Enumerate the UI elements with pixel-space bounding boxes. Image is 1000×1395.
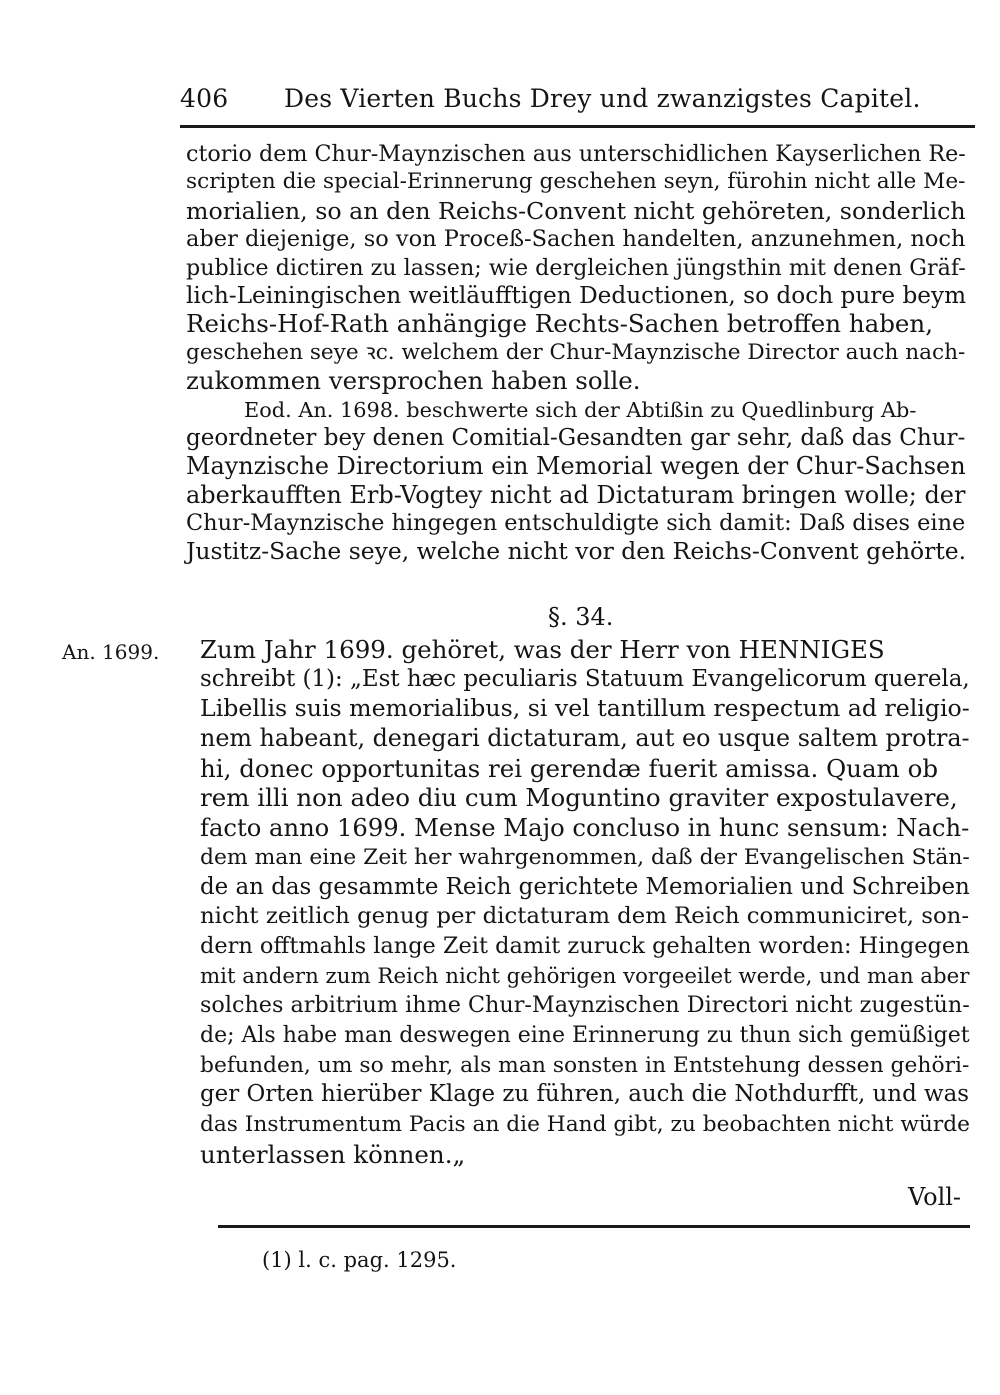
footnote-rule — [218, 1225, 970, 1228]
text-line: Reichs-Hof-Rath anhängige Rechts-Sachen betroffen haben, — [186, 309, 933, 339]
text-line: geordneter bey denen Comitial-Gesandten gar sehr, daß das Chur- — [186, 424, 966, 451]
text-line: morialien, so an den Reichs-Convent nicht gehöreten, sonderlich — [186, 196, 966, 225]
footnote: (1) l. c. pag. 1295. — [262, 1248, 457, 1272]
text-line: hi, donec opportunitas rei gerendæ fuerit amissa. Quam ob — [200, 753, 939, 783]
text-line: Justitz-Sache seye, welche nicht vor den Reichs-Convent gehörte. — [186, 537, 967, 566]
text-line: de an das gesammte Reich gerichtete Memorialien und Schreiben — [200, 873, 970, 900]
text-line: das Instrumentum Pacis an die Hand gibt, zu beobachten nicht würde — [200, 1112, 970, 1137]
page-header — [180, 84, 980, 120]
text-line: nem habeant, denegari dictaturam, aut eo usque saltem protra- — [200, 724, 970, 753]
paragraph-1 — [186, 140, 966, 396]
text-line: Maynzische Directorium ein Memorial wegen der Chur-Sachsen — [186, 452, 966, 481]
text-line: ger Orten hierüber Klage zu führen, auch die Nothdurfft, und was — [200, 1081, 970, 1108]
catchword: Voll- — [908, 1183, 962, 1211]
text-line: Zum Jahr 1699. gehöret, was der Herr von HENNIGES — [200, 635, 885, 664]
text-line: publice dictiren zu lassen; wie dergleichen jüngsthin mit denen Gräf- — [186, 254, 966, 281]
text-line: Eod. An. 1698. beschwerte sich der Abtißin zu Quedlinburg Ab- — [244, 397, 917, 422]
text-line: scripten die special-Erinnerung geschehen seyn, fürohin nicht alle Me- — [186, 169, 966, 195]
main-text-upper — [186, 140, 966, 566]
text-line: aberkaufften Erb-Vogtey nicht ad Dictaturam bringen wolle; der — [186, 480, 966, 509]
text-line: dem man eine Zeit her wahrgenommen, daß der Evangelischen Stän- — [200, 844, 970, 870]
text-line: nicht zeitlich genug per dictaturam dem Reich communiciret, son- — [200, 903, 970, 930]
text-line: aber diejenige, so von Proceß-Sachen handelten, anzunehmen, noch — [186, 226, 966, 253]
header-rule — [180, 125, 975, 128]
page-number: 406 — [180, 84, 229, 113]
text-line: zukommen versprochen haben solle. — [186, 366, 641, 396]
running-head: Des Vierten Buchs Drey und zwanzigstes Capitel. — [284, 84, 921, 113]
text-line: befunden, um so mehr, als man sonsten in Entstehung dessen gehöri- — [200, 1052, 970, 1078]
margin-note: An. 1699. — [62, 640, 160, 664]
text-line: Chur-Maynzische hingegen entschuldigte sich damit: Daß dises eine — [186, 510, 966, 537]
text-line: mit andern zum Reich nicht gehörigen vorgeeilet werde, und man aber — [200, 963, 970, 989]
text-line: Libellis suis memorialibus, si vel tantillum respectum ad religio- — [200, 694, 970, 723]
paragraph-3 — [200, 635, 970, 1169]
text-line: rem illi non adeo diu cum Moguntino graviter expostulavere, — [200, 783, 958, 813]
text-line: lich-Leiningischen weitläufftigen Deductionen, so doch pure beym — [186, 281, 967, 309]
paragraph-2 — [186, 396, 966, 566]
text-line: ctorio dem Chur-Maynzischen aus unterschidlichen Kayserlichen Re- — [186, 141, 966, 167]
text-line: dern offtmahls lange Zeit damit zuruck gehalten worden: Hingegen — [200, 932, 970, 959]
text-line: de; Als habe man deswegen eine Erinnerung zu thun sich gemüßiget — [200, 1022, 970, 1048]
main-text-lower — [200, 635, 970, 1169]
text-line: facto anno 1699. Mense Majo concluso in hunc sensum: Nach- — [200, 813, 970, 843]
text-line: unterlassen können.„ — [200, 1139, 466, 1169]
text-line: solches arbitrium ihme Chur-Maynzischen Directori nicht zugestün- — [200, 992, 970, 1019]
text-line: geschehen seye ꝛc. welchem der Chur-Maynzische Director auch nach- — [186, 339, 966, 365]
text-line: schreibt (1): „Est hæc peculiaris Statuum Evangelicorum querela, — [200, 665, 970, 692]
section-number: §. 34. — [548, 603, 614, 631]
